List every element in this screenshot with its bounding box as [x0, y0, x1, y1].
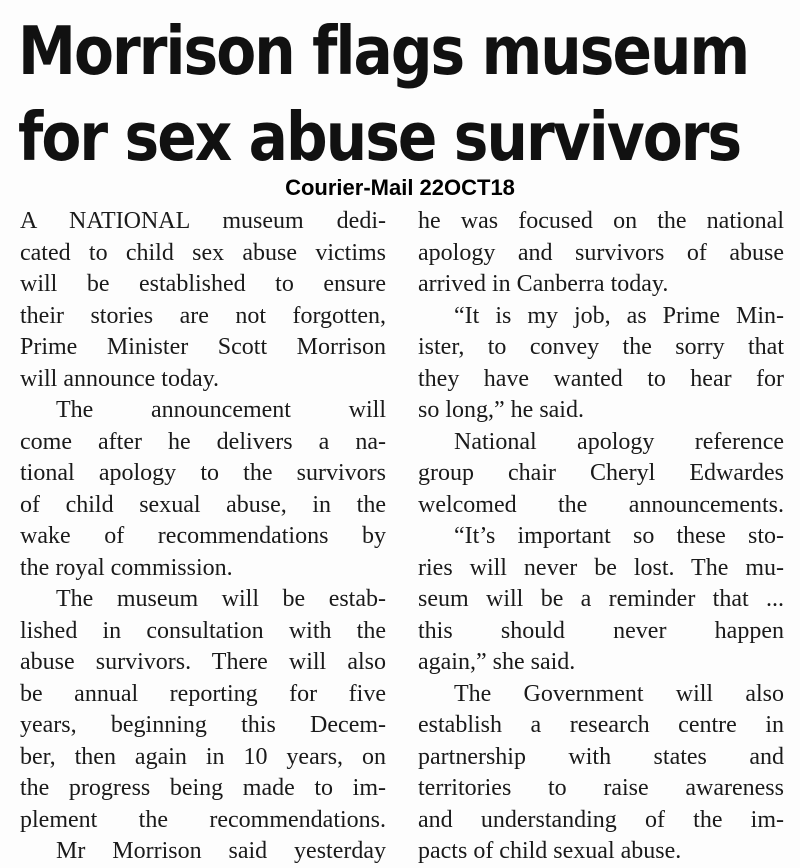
article-line: A NATIONAL museum dedi-: [20, 208, 386, 234]
article-line: be annual reporting for five: [20, 680, 386, 707]
article-line: ister, to convey the sorry that: [418, 334, 784, 360]
headline-line-1: Morrison flags museum: [18, 12, 749, 91]
article-line: plement the recommendations.: [20, 806, 386, 833]
article-line: they have wanted to hear for: [418, 365, 784, 392]
headline-line-2: for sex abuse survivors: [18, 98, 741, 177]
article-line: National apology reference: [454, 428, 784, 455]
article-line: territories to raise awareness: [418, 775, 784, 801]
article-line: again,” she said.: [418, 649, 576, 675]
article-line: apology and survivors of abuse: [418, 239, 784, 266]
article-line: the royal commission.: [20, 554, 233, 581]
article-line: years, beginning this Decem-: [20, 712, 386, 738]
article-line: will announce today.: [20, 365, 220, 392]
article-line: The announcement will: [56, 397, 386, 423]
article-line: partnership with states and: [418, 743, 784, 770]
article-line: and understanding of the im-: [418, 806, 784, 833]
article-line: welcomed the announcements.: [418, 491, 784, 518]
article-line: group chair Cheryl Edwardes: [418, 460, 784, 486]
article-line: this should never happen: [418, 617, 784, 644]
source-citation: Courier-Mail 22OCT18: [285, 175, 515, 200]
article-column-right: [418, 206, 784, 868]
article-line: pacts of child sexual abuse.: [418, 838, 682, 864]
article-line: so long,” he said.: [418, 397, 584, 423]
article-line: ber, then again in 10 years, on: [20, 743, 386, 770]
article-line: establish a research centre in: [418, 712, 784, 738]
article-line: wake of recommendations by: [20, 523, 386, 549]
article-line: ries will never be lost. The mu-: [418, 554, 784, 581]
article-line: cated to child sex abuse victims: [20, 239, 386, 266]
article-line: of child sexual abuse, in the: [20, 491, 386, 518]
article-line: lished in consultation with the: [20, 617, 386, 644]
article-line: arrived in Canberra today.: [418, 271, 669, 297]
article-line: seum will be a reminder that ...: [418, 586, 784, 612]
article-line: he was focused on the national: [418, 208, 784, 234]
article-line: “It is my job, as Prime Min-: [454, 302, 784, 329]
article-line: “It’s important so these sto-: [454, 523, 784, 549]
article-line: come after he delivers a na-: [20, 428, 386, 455]
article-column-left: [20, 206, 386, 868]
article-line: the progress being made to im-: [20, 775, 386, 801]
article-line: The museum will be estab-: [56, 586, 386, 612]
article-line: will be established to ensure: [20, 271, 386, 297]
article-line: tional apology to the survivors: [20, 460, 386, 486]
article-line: their stories are not forgotten,: [20, 302, 386, 329]
article-line: Mr Morrison said yesterday: [56, 838, 386, 864]
article-line: abuse survivors. There will also: [20, 649, 386, 675]
article-line: The Government will also: [454, 680, 784, 707]
article-line: Prime Minister Scott Morrison: [20, 334, 386, 360]
